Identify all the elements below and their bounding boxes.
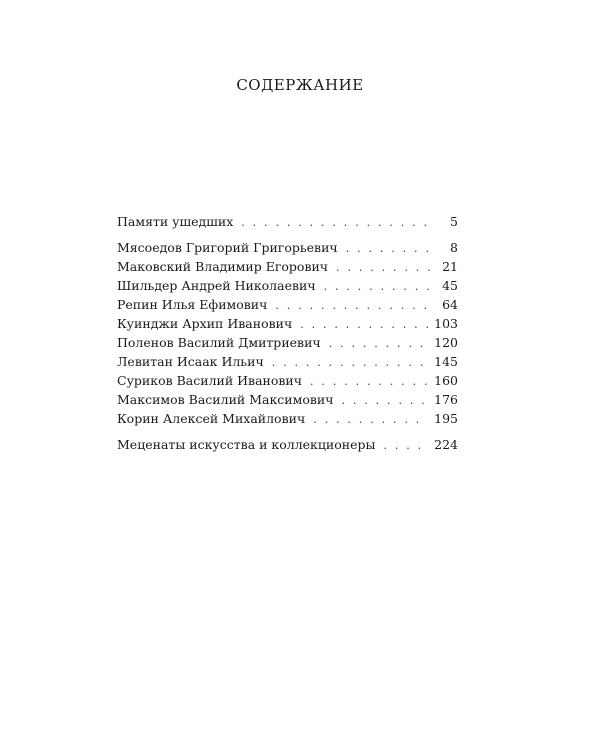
dot-leader [272,353,428,372]
dot-leader [300,315,428,334]
toc-entry-page: 224 [434,437,458,452]
toc-entry[interactable] [117,212,458,231]
toc-entry[interactable] [117,295,458,314]
toc-entry-title: Максимов Василий Максимович [117,392,334,407]
toc-entry-title: Левитан Исаак Ильич [117,354,264,369]
dot-leader [383,436,428,455]
toc-entry-page: 120 [434,335,458,350]
toc-entry[interactable] [117,333,458,352]
dot-leader [346,239,432,258]
toc-entry-title: Памяти ушедших [117,214,234,229]
toc-entry[interactable] [117,409,458,428]
dot-leader [336,258,432,277]
toc-entry[interactable] [117,314,458,333]
toc-entry-page: 64 [442,297,458,312]
toc-entry-page: 103 [434,316,458,331]
toc-entry-page: 5 [450,214,458,229]
table-of-contents [117,212,458,454]
toc-entry-page: 21 [442,259,458,274]
toc-entry-title: Шильдер Андрей Николаевич [117,278,316,293]
toc-entry-page: 176 [434,392,458,407]
dot-leader [275,296,432,315]
toc-entry-title: Маковский Владимир Егорович [117,259,329,274]
toc-entry-page: 8 [450,240,458,255]
toc-entry-page: 45 [442,278,458,293]
toc-entry[interactable] [117,257,458,276]
dot-leader [329,334,428,353]
dot-leader [313,410,428,429]
toc-entry[interactable] [117,352,458,371]
toc-entry-page: 195 [434,411,458,426]
toc-entry-title: Мясоедов Григорий Григорьевич [117,240,338,255]
toc-entry-title: Репин Илья Ефимович [117,297,268,312]
toc-entry[interactable] [117,276,458,295]
toc-entry[interactable] [117,390,458,409]
toc-entry-title: Суриков Василий Иванович [117,373,303,388]
dot-leader [341,391,428,410]
toc-entry-title: Поленов Василий Дмитриевич [117,335,321,350]
toc-entry-page: 145 [434,354,458,369]
dot-leader [241,213,432,232]
toc-entry[interactable] [117,371,458,390]
page-title: СОДЕРЖАНИЕ [236,76,364,94]
toc-entry-title: Меценаты искусства и коллекционеры [117,437,376,452]
toc-entry-page: 160 [434,373,458,388]
toc-entry[interactable] [117,435,458,454]
toc-entry[interactable] [117,238,458,257]
toc-entry-title: Куинджи Архип Иванович [117,316,293,331]
dot-leader [310,372,428,391]
toc-entry-title: Корин Алексей Михайлович [117,411,306,426]
dot-leader [324,277,432,296]
